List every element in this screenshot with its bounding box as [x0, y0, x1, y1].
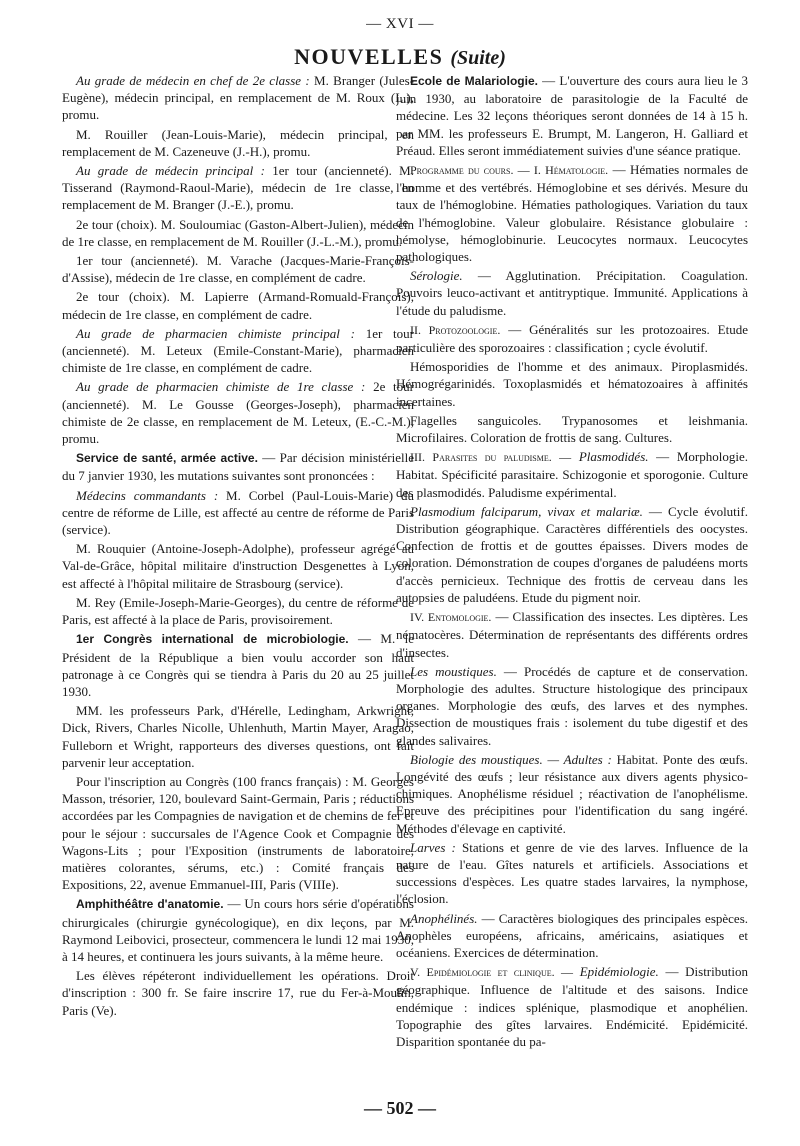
italic-label: Biologie des moustiques. — Adultes :	[410, 751, 612, 767]
italic-label: Larves :	[410, 839, 456, 855]
paragraph-text: — Procédés de capture et de conservation. Morphologie des adultes. Structure histologique des principaux organes. Morphologie des œufs, des larves et des nymphes. Dissection de moustiques frais : isolement du tube digestif et des glandes salivaires.	[396, 663, 748, 748]
paragraph	[62, 325, 414, 377]
paragraph-text: M. Branger (Jules-Eugène), médecin principal, en remplacement de M. Roux (L.), promu.	[62, 73, 414, 123]
paragraph-text: MM. les professeurs Park, d'Hérelle, Ledingham, Arkwright, Dick, Rivers, Charles Nicolle, Uhlenhuth, Martin Mayer, Aragao, Fulleborn et Wright, rapporteurs des diverses questions, ont fait parvenir leur acceptation.	[62, 703, 414, 770]
paragraph	[62, 449, 414, 484]
paragraph-text: Les élèves répéteront individuellement les opérations. Droit d'inscription : 300 fr. Se faire inscrire 17, rue du Fer-à-Moulin, Paris (Ve).	[62, 968, 414, 1018]
paragraph-text: 1er tour (ancienneté). M. Tisserand (Raymond-Raoul-Marie), médecin de 1re classe, en remplacement de M. Branger (J.-E.), promu.	[62, 163, 414, 213]
paragraph	[62, 702, 414, 771]
italic-label: Les moustiques.	[410, 663, 497, 679]
paragraph-text: M. Rouquier (Antoine-Joseph-Adolphe), professeur agrégé au Val-de-Grâce, hôpital militaire d'instruction Desgenettes à Lyon, est affecté à l'hôpital militaire de Strasbourg (service).	[62, 541, 414, 591]
paragraph	[396, 267, 748, 319]
italic-label: Au grade de médecin en chef de 2e classe :	[76, 73, 310, 88]
italic-label: Au grade de pharmacien chimiste principal :	[76, 325, 355, 341]
section-label: V. Epidémiologie et clinique. —	[410, 965, 574, 980]
paragraph	[62, 72, 414, 124]
paragraph-text: 2e tour (choix). M. Souloumiac (Gaston-Albert-Julien), médecin de 1re classe, en remplacement de M. Rouiller (J.-L.-M.), promu.	[62, 216, 414, 249]
italic-label: Au grade de pharmacien chimiste de 1re classe :	[76, 379, 366, 395]
right-column	[396, 72, 748, 1082]
paragraph	[62, 540, 414, 592]
paragraph	[62, 967, 414, 1019]
roman-page-number: — XVI —	[366, 16, 434, 32]
paragraph-text: M. Corbel (Paul-Louis-Marie) du centre de réforme de Lille, est affecté au centre de réforme de Paris (service).	[62, 487, 414, 538]
paragraph	[62, 773, 414, 893]
paragraph-text: 2e tour (ancienneté). M. Le Gousse (Georges-Joseph), pharmacien chimiste de 2e classe, en remplacement de M. Leteux, (E.-C.-M.), promu.	[62, 379, 414, 447]
paragraph-text: Flagelles sanguicoles. Trypanosomes et leishmania. Microfilaires. Coloration de frottis de sang. Cultures.	[396, 412, 748, 446]
paragraph	[396, 358, 748, 410]
paragraph	[62, 895, 414, 965]
paragraph	[62, 126, 414, 160]
paragraph-text: 1er tour (ancienneté). M. Leteux (Emile-Constant-Marie), pharmacien chimiste de 1re classe, en complément de cadre.	[62, 325, 414, 376]
paragraph	[396, 910, 748, 962]
italic-label: Sérologie.	[410, 268, 463, 284]
paragraph	[396, 161, 748, 265]
paragraph-heading: 1er Congrès international de microbiologie.	[76, 632, 349, 647]
italic-label: Plasmodium falciparum, vivax et malariæ.	[410, 503, 643, 519]
section-label: Programme du cours. — I. Hématologie.	[410, 163, 609, 178]
paragraph-text: — Par décision ministérielle du 7 janvier 1930, les mutations suivantes sont prononcées :	[62, 450, 414, 484]
paragraph-text: — M. le Président de la République a bien voulu accorder son haut patronage à ce Congrès qui se tiendra à Paris du 20 au 25 juillet 1930.	[62, 631, 414, 699]
page-folio: — 502 —	[364, 1098, 436, 1118]
paragraph	[62, 216, 414, 250]
paragraph-text: — Classification des insectes. Les diptères. Les nématocères. Détermination de représentants des différents ordres d'insectes.	[396, 609, 748, 660]
paragraph	[396, 663, 748, 749]
paragraph	[396, 503, 748, 606]
section-title	[0, 44, 800, 70]
italic-label: Médecins commandants :	[76, 487, 219, 503]
italic-label: Anophélinés.	[410, 910, 478, 926]
paragraph	[396, 72, 748, 159]
paragraph	[396, 321, 748, 356]
paragraph-heading: Ecole de Malariologie.	[410, 74, 538, 88]
paragraph	[396, 963, 748, 1050]
paragraph-text: M. Rey (Emile-Joseph-Marie-Georges), du centre de réforme de Paris, est affecté à la place de Paris, provisoirement.	[62, 594, 414, 628]
paragraph-heading: Service de santé, armée active.	[76, 451, 258, 466]
paragraph	[62, 162, 414, 214]
title-main: NOUVELLES	[294, 44, 444, 69]
paragraph-text: Habitat. Ponte des œufs. Longévité des œufs ; leur résistance aux divers agents physico-chimiques. Anophélisme résiduel ; réactivation de l'anophélisme. Epreuve des précipitines pour l'identification du sang ingéré. Méthodes d'élevage en captivité.	[396, 751, 748, 836]
paragraph	[396, 412, 748, 446]
paragraph	[62, 288, 414, 322]
paragraph-text: — Caractères biologiques des principales espèces. Anophèles européens, africains, américains, asiatiques et océaniens. Exercices de détermination.	[396, 910, 748, 960]
paragraph-text: 2e tour (choix). M. Lapierre (Armand-Romuald-François), médecin de 1re classe, en complément de cadre.	[62, 289, 414, 322]
paragraph	[62, 378, 414, 447]
paragraph	[396, 448, 748, 501]
section-label: II. Protozoologie.	[410, 322, 501, 337]
section-label: IV. Entomologie.	[410, 610, 492, 625]
paragraph	[396, 608, 748, 661]
paragraph	[62, 630, 414, 700]
italic-label: Plasmodidés.	[571, 449, 649, 465]
paragraph-text: 1er tour (ancienneté). M. Varache (Jacques-Marie-François-d'Assise), médecin de 1re classe, en complément de cadre.	[62, 253, 414, 286]
paragraph-text: — Hématies normales de l'homme et des vertébrés. Hémoglobine et ses dérivés. Mesure du taux de l'hémoglobine. Hématies pathologiques. Variation du taux de l'hémoglobine. Valeur globulaire. Résistance globulaire : hémolyse, hémoglobinurie. Leucocytes normaux. Leucocytes pathologiques.	[396, 162, 748, 265]
paragraph-text: M. Rouiller (Jean-Louis-Marie), médecin principal, en remplacement de M. Cazeneuve (J.-H.), promu.	[62, 126, 414, 159]
paragraph-text: Hémosporidies de l'homme et des animaux. Piroplasmidés. Hémogrégarinidés. Toxoplasmidés et hématozoaires à affinités incertaines.	[396, 359, 748, 409]
paragraph-text: — Morphologie. Habitat. Spécificité parasitaire. Schizogonie et sporogonie. Culture des plasmodidés. Paludisme expérimental.	[396, 449, 748, 500]
paragraph-text: — Généralités sur les protozoaires. Etude particulière des sporozoaires : classification ; cycle évolutif.	[396, 321, 748, 356]
paragraph-text: Pour l'inscription au Congrès (100 francs français) : M. Georges Masson, trésorier, 120, boulevard Saint-Germain, Paris ; réductions accordées par les Compagnies de navigation et de chemins de fer et pour le séjour : succursales de l'Agence Cook et Compagnie des Wagons-Lits ; pour l'Exposition (instruments de laboratoire, matières colorantes, sérums, etc.) : Comité français des Expositions, 22, avenue Emmanuel-III, Paris (VIIIe).	[62, 773, 414, 893]
left-column	[62, 72, 414, 1082]
paragraph	[62, 487, 414, 539]
paragraph	[396, 751, 748, 837]
title-suffix: (Suite)	[450, 47, 506, 69]
paragraph-text: — Agglutination. Précipitation. Coagulation. Pouvoirs leuco-activant et antitryptique. Immunité. Applications à l'étude du paludisme.	[396, 268, 748, 318]
paragraph-text: — Un cours hors série d'opérations chirurgicales (chirurgie gynécologique), en dix leçons, par M. Raymond Leibovici, prosecteur, commencera le lundi 12 mai 1930, à 14 heures, et continuera les jours suivants, à la même heure.	[62, 896, 414, 964]
paragraph-text: Stations et genre de vie des larves. Influence de la nature de l'eau. Gîtes naturels et artificiels. Associations et successions d'espèces. Les quatre stades larvaires, la nymphose, l'éclosion.	[396, 839, 748, 907]
italic-label: Au grade de médecin principal :	[76, 163, 265, 179]
italic-label: Epidémiologie.	[573, 964, 659, 980]
paragraph-text: — Cycle évolutif. Distribution géographique. Caractères différentiels des oocystes. Confection de frottis et de gouttes épaisses. Divers modes de coloration. Démonstration de coupes d'organes de paludéens morts d'accès pernicieux. Technique des frottis de cerveau dans les autopsies de paludéens. Etude du pigment noir.	[396, 503, 748, 605]
paragraph-heading: Amphithéâtre d'anatomie.	[76, 897, 224, 912]
paragraph-text: — Distribution géographique. Influence de l'altitude et des saisons. Indice endémique : indices splénique, plasmodique et anophélien. Topographie des gîtes larvaires. Endémicité. Epidémicité. Disparition spontanée du pa-	[396, 964, 748, 1049]
paragraph-text: — L'ouverture des cours aura lieu le 3 juin 1930, au laboratoire de parasitologie de la Faculté de médecine. Les 32 leçons théoriques seront données de 14 à 15 h. par MM. les professeurs E. Brumpt, M. Langeron, H. Galliard et Préaud. Elles seront immédiatement suivies d'une séance pratique.	[396, 73, 748, 158]
section-label: III. Parasites du paludisme. —	[410, 450, 572, 465]
paragraph	[62, 594, 414, 628]
paragraph	[62, 252, 414, 286]
paragraph	[396, 839, 748, 908]
